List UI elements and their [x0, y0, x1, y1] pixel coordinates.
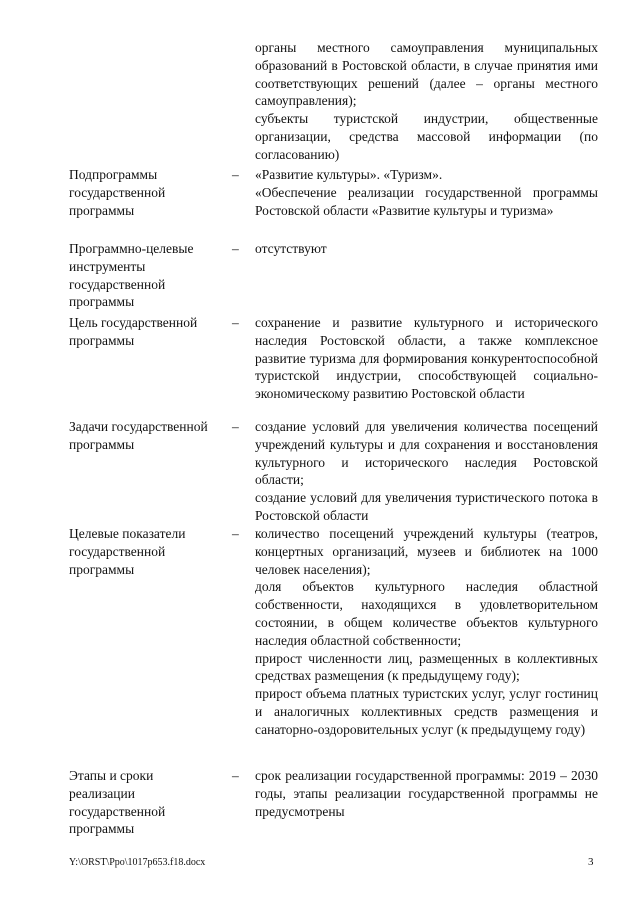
row-value	[255, 418, 598, 525]
row-label: Этапы и сроки реализации государственной программы	[69, 768, 166, 837]
value-paragraph: сохранение и развитие культурного и исторического наследия Ростовской области, а также комплексное развитие туризма для формирования конкурентоспособной туристской индустрии, способствующей социально-экономическому развитию Ростовской области	[255, 315, 598, 402]
value-paragraph: доля объектов культурного наследия областной собственности, находящихся в удовлетворительном состоянии, в общем количестве объектов культурного наследия областной собственности;	[255, 579, 598, 648]
page-number: 3	[588, 856, 594, 868]
row-dash: –	[232, 526, 239, 541]
row-label: Задачи государственной программы	[69, 419, 208, 452]
row-dash: –	[232, 167, 239, 182]
value-paragraph: отсутствуют	[255, 241, 327, 256]
value-paragraph: количество посещений учреждений культуры (театров, концертных организаций, музеев и библиотек на 1000 человек населения);	[255, 526, 598, 577]
row-label: Цель государственной программы	[69, 315, 198, 348]
footer-file-path: Y:\ORST\Ppo\1017p653.f18.docx	[69, 857, 206, 868]
row-dash: –	[232, 315, 239, 330]
row-value	[255, 166, 598, 219]
row-dash: –	[232, 241, 239, 256]
row-value	[255, 314, 598, 403]
value-paragraph: прирост численности лиц, размещенных в коллективных средствах размещения (к предыдущему году);	[255, 650, 598, 684]
row-label: Целевые показатели государственной программы	[69, 526, 186, 577]
row-dash: –	[232, 419, 239, 434]
value-paragraph: органы местного самоуправления муниципальных образований в Ростовской области, в случае принятия ими соответствующих решений (далее – органы местного самоуправления);	[255, 40, 598, 109]
value-paragraph: «Обеспечение реализации государственной программы Ростовской области «Развитие культуры и туризма»	[255, 184, 598, 218]
value-paragraph: срок реализации государственной программы: 2019 – 2030 годы, этапы реализации государственной программы не предусмотрены	[255, 768, 598, 819]
value-paragraph: прирост объема платных туристских услуг, услуг гостиниц и аналогичных коллективных средств размещения и санаторно-оздоровительных услуг (к предыдущему году)	[255, 686, 598, 737]
value-paragraph: создание условий для увеличения туристического потока в Ростовской области	[255, 490, 598, 523]
continuation-value	[255, 39, 598, 164]
value-paragraph: «Развитие культуры». «Туризм».	[255, 167, 443, 182]
value-paragraph: субъекты туристской индустрии, общественные организации, средства массовой информации (по согласованию)	[255, 111, 598, 162]
row-value	[255, 525, 598, 739]
row-value	[255, 767, 598, 820]
row-label: Подпрограммы государственной программы	[69, 167, 166, 218]
value-paragraph: создание условий для увеличения количества посещений учреждений культуры и для сохранения и восстановления культурного и исторического наследия Ростовской области;	[255, 419, 598, 488]
row-label: Программно-целевые инструменты государственной программы	[69, 241, 194, 310]
row-value	[255, 240, 598, 258]
row-dash: –	[232, 768, 239, 783]
